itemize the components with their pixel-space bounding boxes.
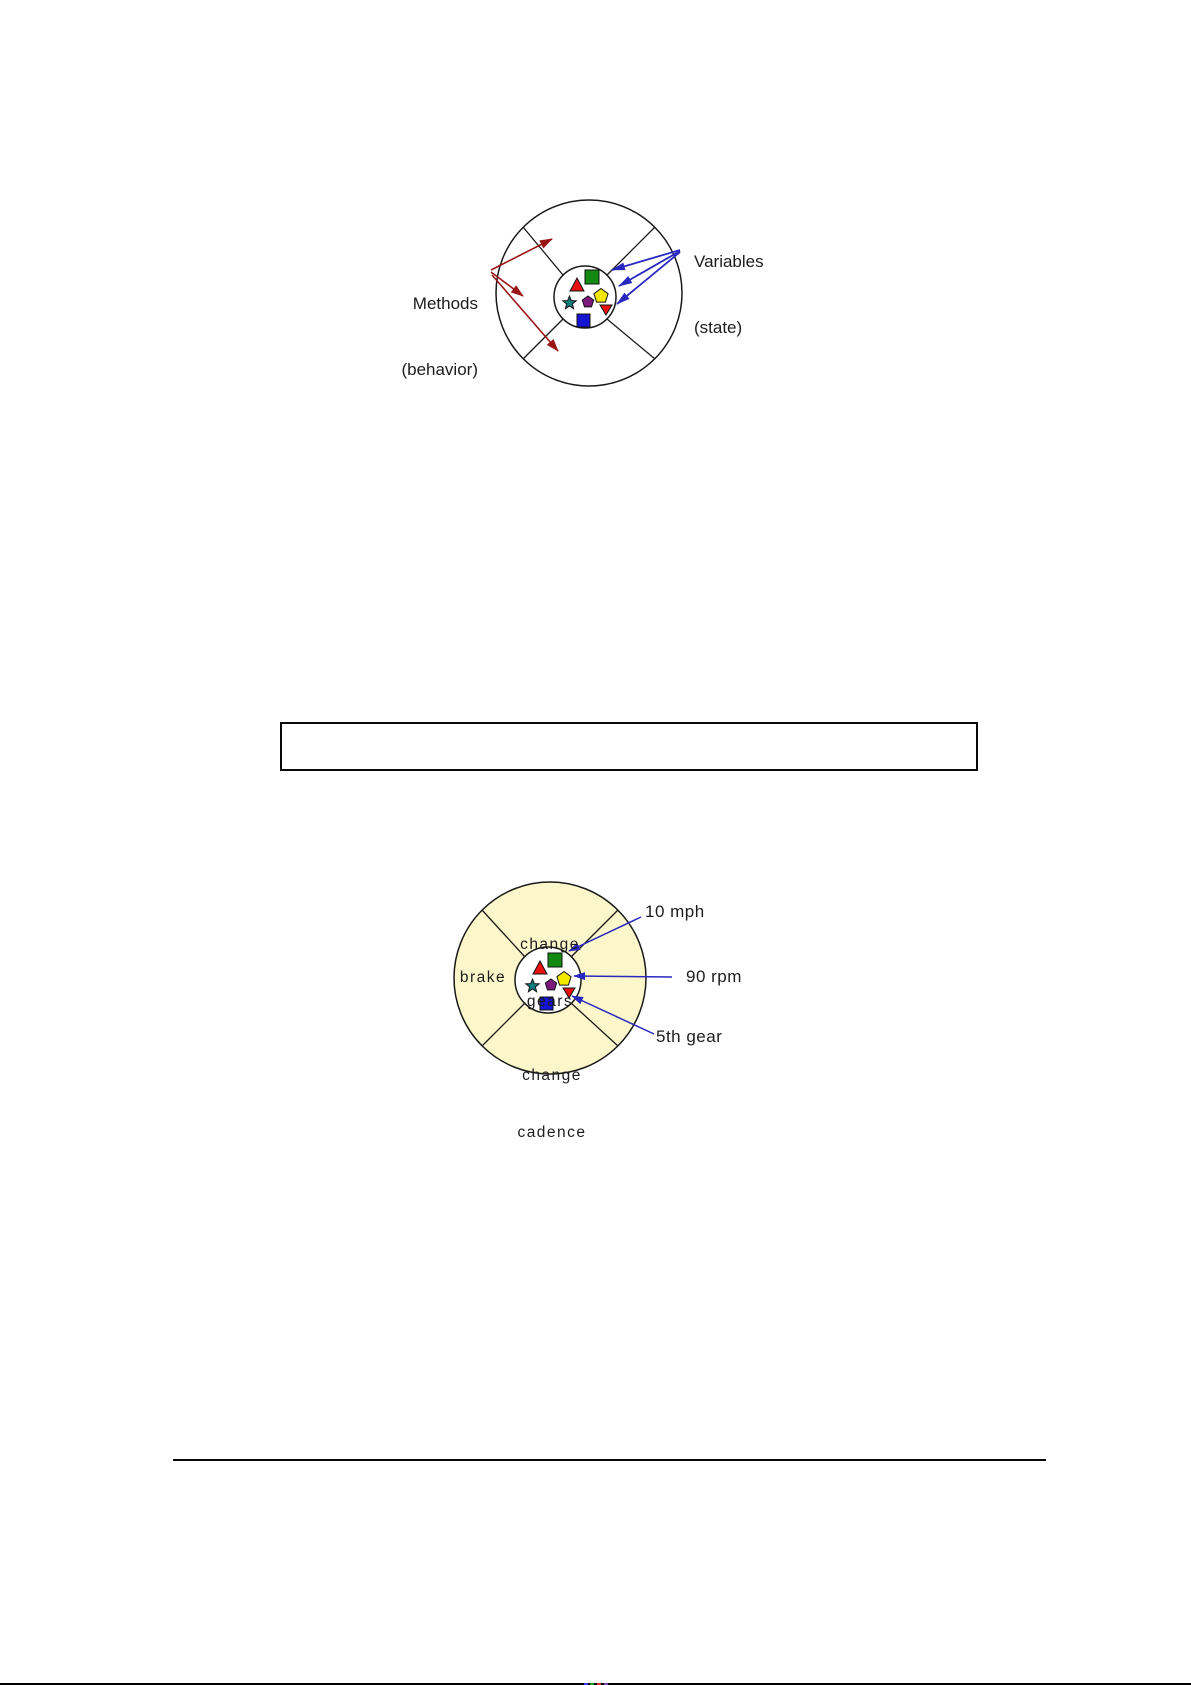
- callout-label-10mph: 10 mph: [645, 902, 705, 921]
- code-box: [280, 722, 978, 771]
- callout-label-90rpm: 90 rpm: [686, 967, 742, 986]
- sector-label-change-cadence-line1: change: [522, 1067, 582, 1084]
- section-divider: [173, 1459, 1046, 1461]
- sector-label-brake: brake: [459, 969, 507, 986]
- variables-label-line2: (state): [694, 318, 743, 337]
- methods-label: [348, 249, 478, 425]
- sector-label-change-gears-line1: change: [520, 936, 580, 953]
- sector-label-change-cadence: [492, 1028, 612, 1180]
- methods-label-line2: (behavior): [401, 360, 478, 379]
- variables-label: [694, 207, 764, 383]
- blue-square-icon: [577, 314, 590, 327]
- green-square-icon: [585, 270, 599, 284]
- sector-label-change-cadence-line2: cadence: [517, 1124, 587, 1141]
- variables-label-line1: Variables: [694, 252, 764, 271]
- methods-label-line1: Methods: [412, 294, 478, 313]
- callout-label-5thgear: 5th gear: [656, 1027, 723, 1046]
- sector-label-change-gears-line2: gears: [526, 993, 574, 1010]
